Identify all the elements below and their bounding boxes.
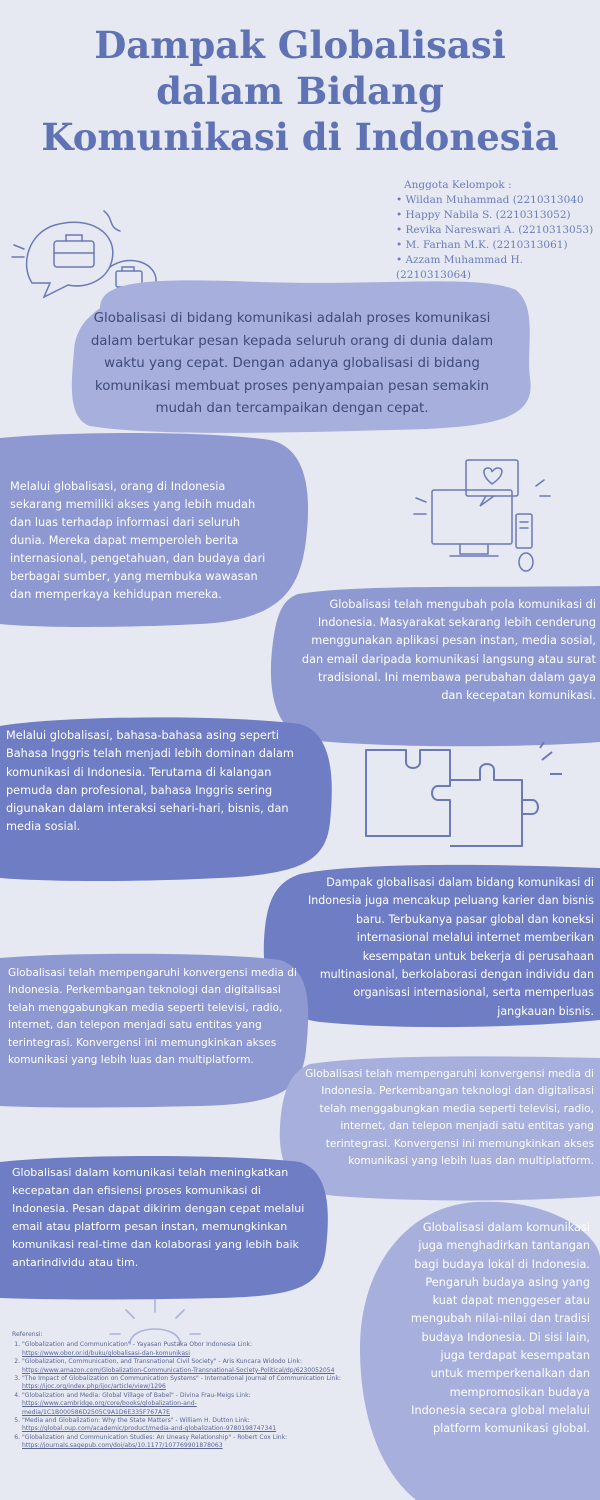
reference-item: 2. "Globalization, Communication, and Transnational Civil Society" - Aris Kuncara Widodo Link: https://www.amazon.com/Globalization-Communication-Transnational-Society-Political/dp/6230052054 — [22, 1358, 342, 1375]
puzzle-icon — [346, 740, 566, 850]
references-heading: Referensi: — [12, 1331, 43, 1338]
member-item: • M. Farhan M.K. (2210313061) — [396, 238, 600, 253]
reference-item: 5. "Media and Globalization: Why the State Matters" - William H. Dutton Link: https://global.oup.com/academic/product/media-and-globalization-9780198747341 — [22, 1417, 342, 1434]
paragraph-media-convergence-1: Globalisasi telah mempengaruhi konvergensi media di Indonesia. Perkembangan teknologi dan digitalisasi telah menggabungkan media seperti televisi, radio, internet, dan telepon menjadi satu entitas yang terintegrasi. Konvergensi ini memungkinkan akses komunikasi yang lebih luas dan multiplatform. — [8, 967, 297, 1067]
member-item: • Wildan Muhammad (2210313040 — [396, 193, 600, 208]
page-title — [0, 22, 600, 160]
paragraph-media-convergence-2: Globalisasi telah mempengaruhi konvergensi media di Indonesia. Perkembangan teknologi dan digitalisasi telah menggabungkan media seperti televisi, radio, internet, dan telepon menjadi satu entitas yang terintegrasi. Konvergensi ini memungkinkan akses komunikasi yang lebih luas dan multiplatform. — [305, 1068, 594, 1168]
member-item: • Revika Nareswari A. (2210313053) — [396, 223, 600, 238]
reference-link[interactable]: https://www.cambridge.org/core/books/globalization-and-media/1C1B000586D2505C9A1D6E335F767A7E — [22, 1400, 197, 1416]
title-line-3: Komunikasi di Indonesia — [41, 115, 559, 159]
paragraph-communication-pattern: Globalisasi telah mengubah pola komunikasi di Indonesia. Masyarakat sekarang lebih cenderung menggunakan aplikasi pesan instan, media sosial, dan email daripada komunikasi langsung atau surat tradisional. Ini membawa perubahan dalam gaya dan kecepatan komunikasi. — [301, 598, 596, 703]
member-item: • Azzam Muhammad H. (2210313064) — [396, 253, 600, 283]
paragraph-foreign-language: Melalui globalisasi, bahasa-bahasa asing seperti Bahasa Inggris telah menjadi lebih dominan dalam komunikasi di Indonesia. Terutama di kalangan pemuda dan profesional, bahasa Inggris sering digunakan dalam interaksi sehari-hari, bisnis, dan media sosial. — [6, 729, 294, 834]
reference-link[interactable]: https://journals.sagepub.com/doi/abs/10.1177/107769901878063 — [22, 1442, 223, 1450]
paragraph-career-opportunity: Dampak globalisasi dalam bidang komunikasi di Indonesia juga mencakup peluang karier dan bisnis baru. Terbukanya pasar global dan koneksi internasional melalui internet memberikan kesempatan untuk bekerja di perusahaan multinasional, berkolaborasi dengan individu dan organisasi internasional, serta memperluas jangkauan bisnis. — [307, 876, 594, 1018]
references — [12, 1331, 342, 1451]
paragraph-access-info: Melalui globalisasi, orang di Indonesia sekarang memiliki akses yang lebih mudah dan luas terhadap informasi dari seluruh dunia. Mereka dapat memperoleh berita internasional, pengetahuan, dan budaya dari berbagai sumber, yang membuka wawasan dan memperkaya kehidupan mereka. — [10, 480, 266, 601]
reference-item: 3. "The Impact of Globalization on Communication Systems" - International Journal of Communication Link: https://ijoc.org/index.php/ijoc/article/view/1296 — [22, 1375, 342, 1392]
title-line-2: dalam Bidang — [156, 69, 444, 113]
reference-link[interactable]: https://ijoc.org/index.php/ijoc/article/view/1296 — [22, 1383, 166, 1391]
intro-text: Globalisasi di bidang komunikasi adalah proses komunikasi dalam bertukar pesan kepada seluruh orang di dunia dalam waktu yang cepat. Dengan adanya globalisasi di bidang komunikasi membuat proses penyampaian pesan semakin mudah dan tercampaikan dengan cepat. — [90, 311, 494, 416]
reference-link[interactable]: https://www.amazon.com/Globalization-Communication-Transnational-Society-Political/dp/6230052054 — [22, 1366, 335, 1374]
reference-item: 4. "Globalization and Media: Global Village of Babel" - Divina Frau-Meigs Link: https://www.cambridge.org/core/books/globalization-and-media/1C1B000586D2505C9A1D6E335F767A7E — [22, 1392, 342, 1417]
reference-item: 6. "Globalization and Communication Studies: An Uneasy Relationship" - Robert Cox Link: https://journals.sagepub.com/doi/abs/10.1177/107769901878063 — [22, 1434, 342, 1451]
paragraph-cultural-challenge: Globalisasi dalam komunikasi juga menghadirkan tantangan bagi budaya lokal di Indonesia. Pengaruh budaya asing yang kuat dapat menggeser atau mengubah nilai-nilai dan tradisi budaya Indonesia. Di sisi lain, juga terdapat kesempatan untuk memperkenalkan dan mempromosikan budaya Indonesia secara global melalui platform komunikasi global. — [410, 1221, 590, 1436]
reference-link[interactable]: https://global.oup.com/academic/product/media-and-globalization-9780198747341 — [22, 1425, 277, 1433]
computer-heart-icon — [410, 456, 570, 576]
member-item: • Happy Nabila S. (2210313052) — [396, 208, 600, 223]
paragraph-speed-efficiency: Globalisasi dalam komunikasi telah meningkatkan kecepatan dan efisiensi proses komunikasi di Indonesia. Pesan dapat dikirim dengan cepat melalui email atau platform pesan instan, memungkinkan komunikasi real-time dan kolaborasi yang lebih baik antarindividu atau tim. — [12, 1166, 305, 1269]
members-heading: Anggota Kelompok : — [404, 179, 512, 191]
title-line-1: Dampak Globalisasi — [94, 23, 506, 67]
reference-link[interactable]: https://www.obor.or.id/buku/globalisasi-dan-komunikasi — [22, 1349, 190, 1357]
reference-item: 1. "Globalization and Communication" - Yayasan Pustaka Obor Indonesia Link: https://www.obor.or.id/buku/globalisasi-dan-komunikasi — [22, 1341, 342, 1358]
